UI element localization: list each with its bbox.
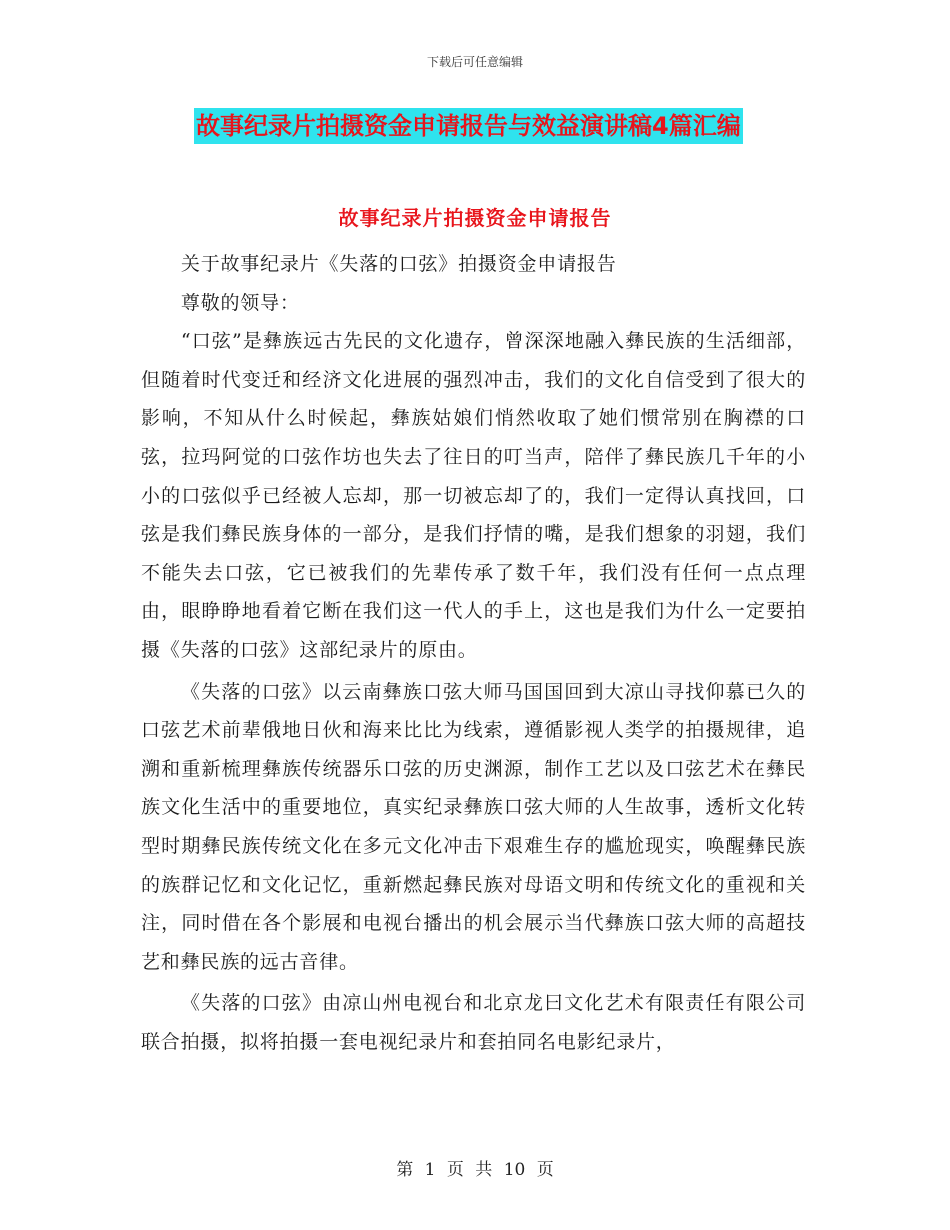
section-title: 故事纪录片拍摄资金申请报告 bbox=[338, 206, 612, 230]
paragraph-salutation: 尊敬的领导： bbox=[180, 291, 300, 314]
paragraph-body-2: 《失落的口弦》以云南彝族口弦大师马国国回到大凉山寻找仰慕已久的口弦艺术前辈俄地日伙和海来比比为线索，遵循影视人类学的拍摄规律，追溯和重新梳理彝族传统器乐口弦的历史渊源，制作工艺以及口弦艺术在彝民族文化生活中的重要地位，真实纪录彝族口弦大师的人生故事，透析文化转型时期彝民族传统文化在多元文化冲击下艰难生存的尴尬现实，唤醒彝民族的族群记忆和文化记忆，重新燃起彝民族对母语文明和传统文化的重视和关注，同时借在各个影展和电视台播出的机会展示当代彝族口弦大师的高超技艺和彝民族的远古音律。 bbox=[141, 680, 806, 973]
page-footer: 第 1 页 共 10 页 bbox=[396, 1160, 554, 1180]
paragraph-body-1: “口弦”是彝族远古先民的文化遗存，曾深深地融入彝民族的生活细部，但随着时代变迁和经济文化进展的强烈冲击，我们的文化自信受到了很大的影响，不知从什么时候起，彝族姑娘们悄然收取了她们惯常别在胸襟的口弦，拉玛阿觉的口弦作坊也失去了往日的叮当声，陪伴了彝民族几千年的小小的口弦似乎已经被人忘却，那一切被忘却了的，我们一定得认真找回，口弦是我们彝民族身体的一部分，是我们抒情的嘴，是我们想象的羽翅，我们不能失去口弦，它已被我们的先辈传承了数千年，我们没有任何一点点理由，眼睁睁地看着它断在我们这一代人的手上，这也是我们为什么一定要拍摄《失落的口弦》这部纪录片的原由。 bbox=[141, 330, 806, 661]
body-text bbox=[141, 245, 806, 1061]
header-note: 下载后可任意编辑 bbox=[426, 55, 523, 69]
paragraph-subject: 关于故事纪录片《失落的口弦》拍摄资金申请报告 bbox=[180, 253, 617, 275]
paragraph-body-3: 《失落的口弦》由凉山州电视台和北京龙曰文化艺术有限责任有限公司联合拍摄，拟将拍摄一套电视纪录片和套拍同名电影纪录片， bbox=[141, 992, 806, 1053]
main-title: 故事纪录片拍摄资金申请报告与效益演讲稿4篇汇编 bbox=[194, 108, 743, 144]
